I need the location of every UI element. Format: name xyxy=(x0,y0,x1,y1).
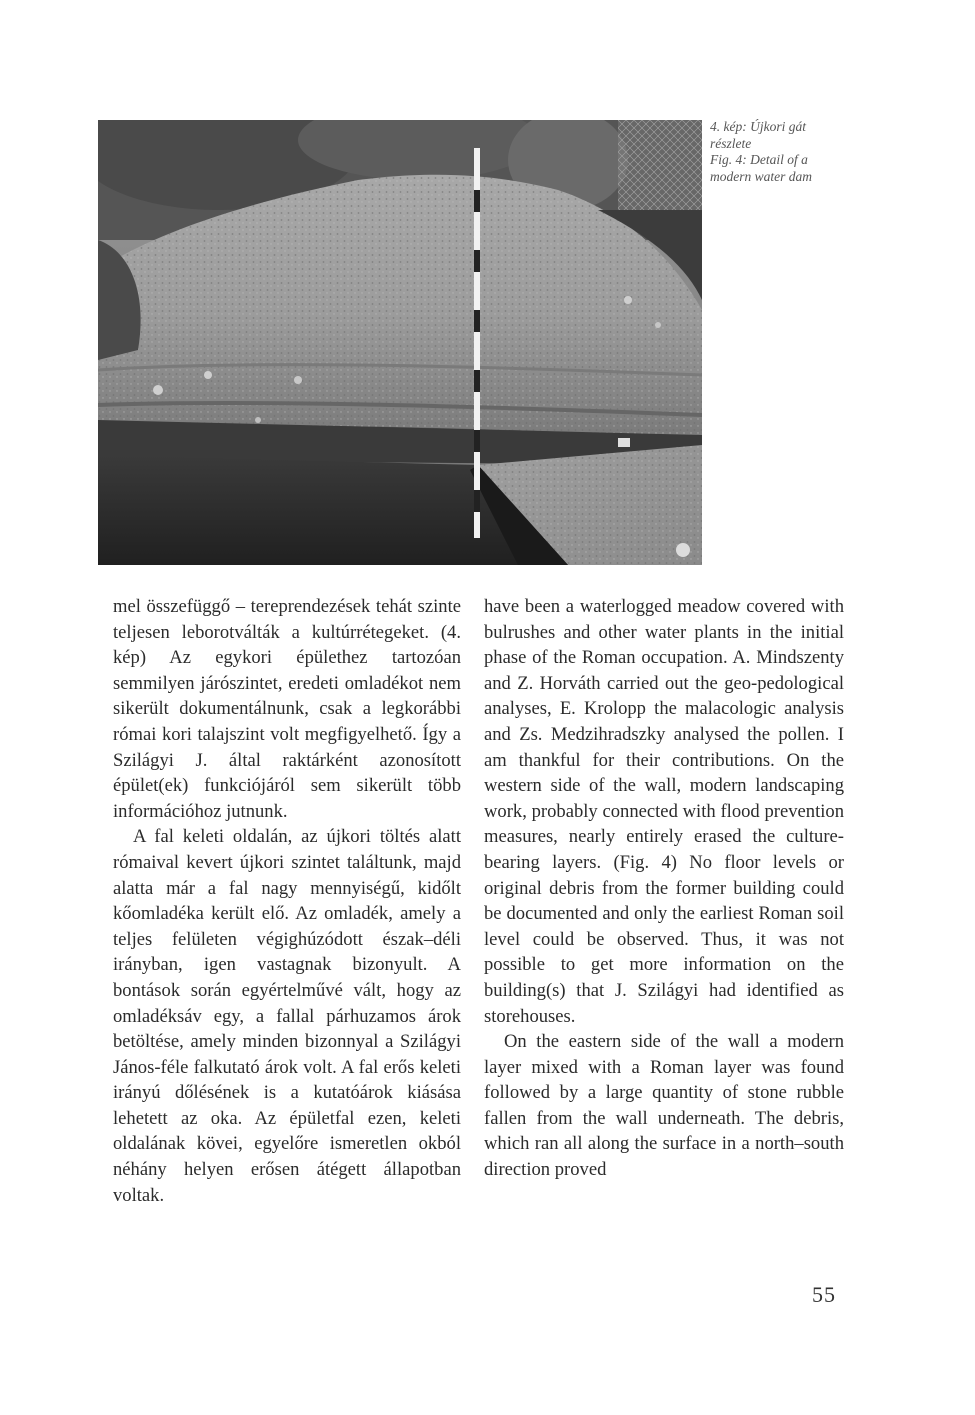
left-text-column xyxy=(113,594,461,1208)
caption-english-line-2: modern water dam xyxy=(710,168,812,184)
left-paragraph-2: A fal keleti oldalán, az újkori töltés alatt rómaival kevert újkori szintet találtunk, majd alatta már a fal nagy mennyiségű, kidőlt kőomladéka került elő. Az omladék, amely a teljes felületen végighúzódott észak–déli irányban, igen vastagnak bizonyult. A bontások során egyértelművé vált, hogy az omladéksáv egy, a fallal párhuzamos árok betöltése, amely minden bizonnyal a Szilágyi János-féle falkutató árok volt. A fal erős keleti irányú dőlésének is a kutatóárok kiásása lehetett az oka. Az épületfal ezen, keleti oldalának kövei, egyelőre ismeretlen okból néhány helyen erősen átégett állapotban voltak. xyxy=(113,826,461,1206)
caption-hungarian-line-1: 4. kép: Újkori gát xyxy=(710,119,806,134)
figure-caption xyxy=(710,119,870,185)
right-paragraph-1: have been a waterlogged meadow covered with bulrushes and other water plants in the initial phase of the Roman occupation. A. Mindszenty and Z. Horváth carried out the geo-pedological analyses, E. Krolopp the malacologic analysis and Zs. Medzihradszky analysed the pollen. I am thankful for their contributions. On the western side of the wall, modern landscaping work, probably connected with flood prevention measures, nearly entirely erased the culture-bearing layers. (Fig. 4) No floor levels or original debris from the former building could be documented and only the earliest Roman soil level could be observed. Thus, it was not possible to get more information on the building(s) that J. Szilágyi had identified as storehouses. xyxy=(484,596,844,1027)
page-number: 55 xyxy=(812,1282,836,1307)
left-paragraph-1: mel összefüggő – tereprendezések tehát szinte teljesen leborotválták a kultúrrétegeket. (4. kép) Az egykori épülethez tartozóan semmilyen járószintet, eredeti omladékot nem sikerült dokumentálnunk, csak a legkorábbi római kori talajszint volt megfigyelhető. Így a Szilágyi J. által raktárként azonosított épület(ek) funkciójáról sem sikerült több információhoz jutnunk. xyxy=(113,596,461,822)
right-paragraph-2: On the eastern side of the wall a modern layer mixed with a Roman layer was found followed by a large quantity of stone rubble fallen from the wall underneath. The debris, which ran all along the surface in a north–south direction proved xyxy=(484,1031,844,1181)
caption-hungarian-line-2: részlete xyxy=(710,135,752,151)
right-text-column xyxy=(484,594,844,1183)
caption-english-line-1: Fig. 4: Detail of a xyxy=(710,152,808,167)
excavation-photo xyxy=(98,120,702,565)
